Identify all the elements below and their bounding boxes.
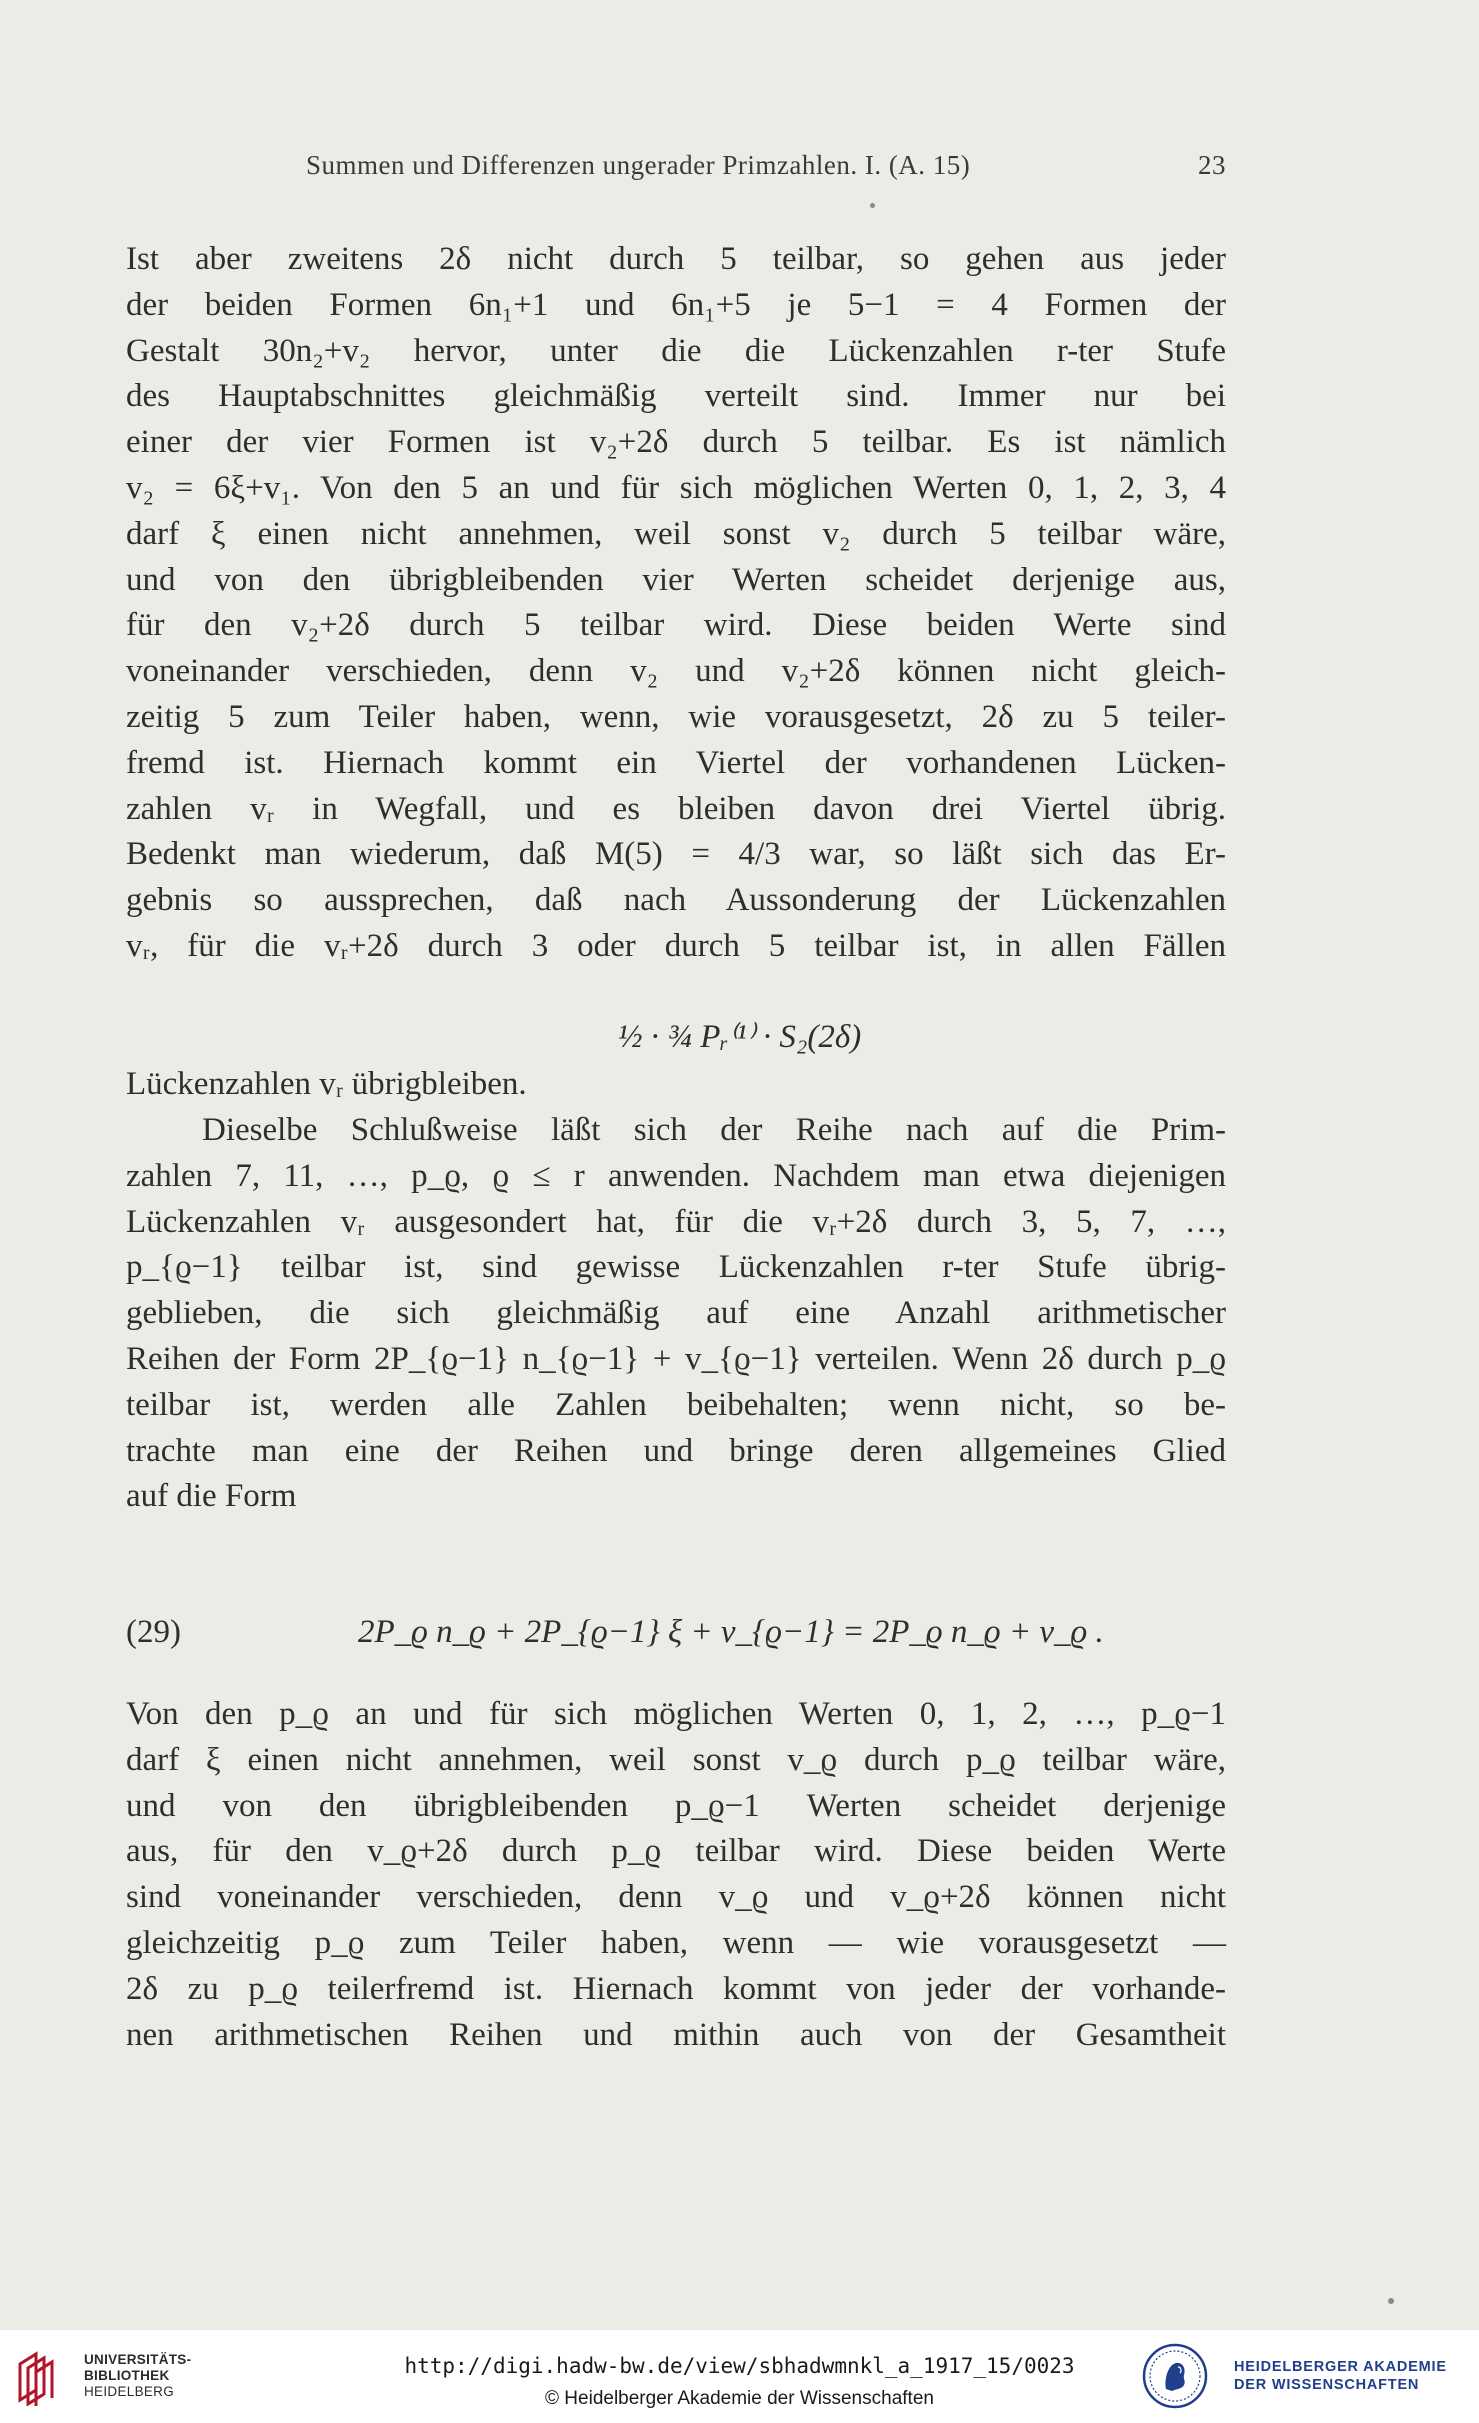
text-line: Reihen der Form 2P_{ϱ−1} n_{ϱ−1} + v_{ϱ−1} verteilen. Wenn 2δ durch p_ϱ	[126, 1340, 1226, 1377]
text-line: Ist aber zweitens 2δ nicht durch 5 teilbar, so gehen aus jeder	[126, 241, 1226, 277]
text-line: auf die Form	[126, 1478, 297, 1515]
text-line: Bedenkt man wiederum, daß M(5) = 4/3 war, so läßt sich das Er-	[126, 836, 1226, 873]
text-line: trachte man eine der Reihen und bringe deren allgemeines Glied	[126, 1432, 1226, 1469]
text-line: und von den übrigbleibenden p_ϱ−1 Werten scheidet derjenige	[126, 1787, 1226, 1824]
library-name-line: BIBLIOTHEK	[84, 2368, 170, 2383]
text-line: zahlen 7, 11, …, p_ϱ, ϱ ≤ r anwenden. Nachdem man etwa diejenigen	[126, 1157, 1226, 1194]
text-line: und von den übrigbleibenden vier Werten scheidet derjenige aus,	[126, 561, 1226, 598]
text-line: Lückenzahlen vᵣ übrigbleiben.	[126, 1066, 527, 1102]
page-number: 23	[1198, 150, 1226, 180]
paragraph-1-end	[126, 1062, 1226, 1108]
text-line: der beiden Formen 6n₁+1 und 6n₁+5 je 5−1 = 4 Formen der	[126, 286, 1226, 323]
scan-speck	[870, 203, 875, 208]
running-head	[306, 150, 1226, 190]
text-line: nen arithmetischen Reihen und mithin auch von der Gesamtheit	[126, 2016, 1226, 2053]
text-line: gleichzeitig p_ϱ zum Teiler haben, wenn — wie vorausgesetzt —	[126, 1924, 1226, 1961]
text-line: Gestalt 30n₂+v₂ hervor, unter die die Lückenzahlen r-ter Stufe	[126, 332, 1226, 369]
academy-seal-icon	[1142, 2343, 1208, 2409]
text-line: darf ξ einen nicht annehmen, weil sonst v_ϱ durch p_ϱ teilbar wäre,	[126, 1741, 1226, 1778]
library-name-line: HEIDELBERG	[84, 2384, 175, 2399]
text-line: Von den p_ϱ an und für sich möglichen Werten 0, 1, 2, …, p_ϱ−1	[126, 1696, 1226, 1732]
text-line: zeitig 5 zum Teiler haben, wenn, wie vorausgesetzt, 2δ zu 5 teiler-	[126, 698, 1226, 735]
text-line: geblieben, die sich gleichmäßig auf eine Anzahl arithmetischer	[126, 1295, 1226, 1332]
text-line: aus, für den v_ϱ+2δ durch p_ϱ teilbar wird. Diese beiden Werte	[126, 1833, 1226, 1870]
text-line: 2δ zu p_ϱ teilerfremd ist. Hiernach kommt von jeder der vorhande-	[126, 1970, 1226, 2007]
text-line: einer der vier Formen ist v₂+2δ durch 5 teilbar. Es ist nämlich	[126, 424, 1226, 461]
text-line: des Hauptabschnittes gleichmäßig verteilt sind. Immer nur bei	[126, 378, 1226, 415]
copyright-notice: © Heidelberger Akademie der Wissenschaften	[545, 2388, 934, 2409]
paragraph-2	[126, 1108, 1226, 1520]
text-line: voneinander verschieden, denn v₂ und v₂+2δ können nicht gleich-	[126, 653, 1226, 690]
academy-name-line: HEIDELBERGER AKADEMIE	[1234, 2359, 1447, 2375]
text-line: vᵣ, für die vᵣ+2δ durch 3 oder durch 5 teilbar ist, in allen Fällen	[126, 927, 1226, 964]
text-line: sind voneinander verschieden, denn v_ϱ und v_ϱ+2δ können nicht	[126, 1879, 1226, 1916]
text-line: teilbar ist, werden alle Zahlen beibehalten; wenn nicht, so be-	[126, 1386, 1226, 1423]
academy-name-line: DER WISSENSCHAFTEN	[1234, 2377, 1420, 2393]
text-line: Lückenzahlen vᵣ ausgesondert hat, für die vᵣ+2δ durch 3, 5, 7, …,	[126, 1203, 1226, 1240]
text-line: zahlen vᵣ in Wegfall, und es bleiben davon drei Viertel übrig.	[126, 790, 1226, 827]
equation-number: (29)	[126, 1614, 181, 1650]
displayed-formula: ½ · ¾ Pᵣ⁽¹⁾ · S₂(2δ)	[617, 1019, 862, 1055]
running-head-title: Summen und Differenzen ungerader Primzahlen. I. (A. 15)	[306, 150, 971, 180]
text-line: darf ξ einen nicht annehmen, weil sonst v₂ durch 5 teilbar wäre,	[126, 515, 1226, 552]
text-line: gebnis so aussprechen, daß nach Aussonderung der Lückenzahlen	[126, 882, 1226, 919]
permalink-url[interactable]: http://digi.hadw-bw.de/view/sbhadwmnkl_a_1917_15/0023	[404, 2354, 1075, 2378]
text-line: v₂ = 6ξ+v₁. Von den 5 an und für sich möglichen Werten 0, 1, 2, 3, 4	[126, 469, 1226, 506]
scan-speck	[1388, 2298, 1394, 2304]
text-line: fremd ist. Hiernach kommt ein Viertel der vorhandenen Lücken-	[126, 744, 1226, 781]
text-line: p_{ϱ−1} teilbar ist, sind gewisse Lückenzahlen r-ter Stufe übrig-	[126, 1249, 1226, 1286]
text-line: für den v₂+2δ durch 5 teilbar wird. Diese beiden Werte sind	[126, 607, 1226, 644]
library-name-line: UNIVERSITÄTS-	[84, 2352, 192, 2367]
equation-body: 2P_ϱ n_ϱ + 2P_{ϱ−1} ξ + v_{ϱ−1} = 2P_ϱ n_ϱ + v_ϱ .	[358, 1614, 1104, 1650]
academy-name	[1234, 2358, 1447, 2394]
paragraph-3	[126, 1692, 1226, 2058]
footer-bar	[0, 2330, 1479, 2423]
text-line: Dieselbe Schlußweise läßt sich der Reihe nach auf die Prim-	[202, 1112, 1226, 1148]
paragraph-1	[126, 237, 1226, 970]
